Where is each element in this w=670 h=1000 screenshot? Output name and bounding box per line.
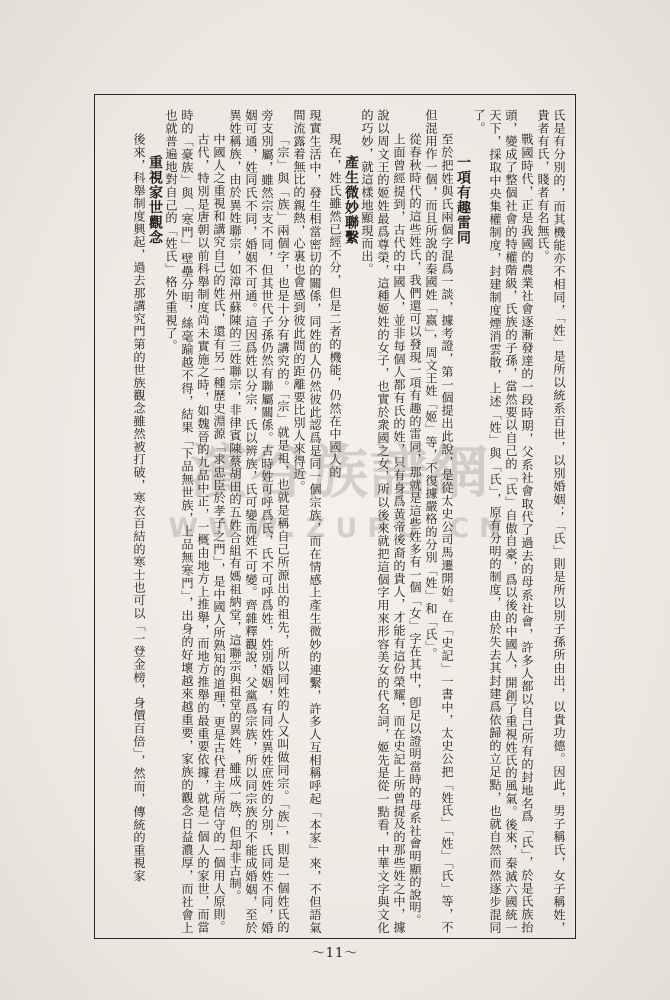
paragraph: 「宗」與「族」兩個字，也是十分有講究的。「宗」就是祖，也就是稱自己所源出的祖先，所以同姓的人又叫做同宗。「族」，則是一個姓氏的旁支別屬，雖然宗支不同，但其世代子孫仍然有聯屬關係。古時姓可呼爲氏，氏不可呼爲姓，姓別婚姻，有同姓異姓庶姓的分別，氏同姓不同，婚姻可通，姓同氏不同，婚姻不可通。這因爲姓以分宗，氏以辨族，氏可變而姓不可變。齊雜釋觀說，父黨爲宗族，所以同宗族的不能成婚姻，至於異姓稱族，由於異姓聯宗，如漳州蘇陳的三姓聯宗，非律賓陳蔡胡田的五姓合組有媽祖納堂，這聯宗與祖堂的異姓，雖成一族，但却非古制。	[228, 109, 290, 934]
paragraph: 上面曾經提到，古代的中國人，並非每個人都有氏的姓，只有身爲黃帝後裔的貴人，才能有這份榮耀，而在史記上所曾提及的那些姓之中，據說以周文王的姬姓最爲尊榮，這種姬姓的女子，也實於衆國之女，所以後來就把這個字用來形容美女的代名詞，姬先是從一點看，中華文字與文化的巧妙，就這樣地顯現而出。	[360, 109, 406, 934]
text-column-left	[97, 109, 323, 934]
paragraph: 現實生活中，發生相當密切的關係，同姓的人仍然彼此認爲是同一個宗族，而在情感上產生微妙的連繫，許多人互相稱呼起「本家」來，不但語氣間流露着無比的親熱，心裏也會感到彼此間的距離要比別人來得近。	[292, 109, 322, 934]
page-number: ～11～	[311, 946, 359, 961]
paragraph: 戰國時代，正是我國的農業社會逐漸發達的一段時期，父系社會取代了過去的母系社會，許多人都以自己所有的封地名爲「氏」，於是氏族抬頭，變成了整個社會的特權階級，氏族的子孫，當然要以自己的「氏」自傲自豪，爲以後的中國人，開創了重視姓氏的風氣。後來，秦滅六國統一天下，採取中央集權制度，封建制度煙消雲散，上述「姓」與「氏」，原有分明的制度，由於失去其封建爲依歸的立足點，也就自然而然逐步混同了。	[472, 109, 534, 934]
paragraph: 後來，科舉制度興起，過去那講究門第的世族觀念雖然被打破，寒衣百結的寒士也可以「一登金榜，身價百倍」，然而，傳統的重視家	[132, 133, 146, 883]
paragraph: 現在，姓氏雖然已經不分，但是二者的機能，仍然在中國人的	[328, 133, 342, 479]
watermark-url: WWW.ZUPU.CN	[168, 513, 512, 544]
paragraph: 中國人之重視和講究自己的姓氏，還有另一種歷史淵源「求忠臣於孝子之門」，是中國人所熟知的道理，更是古代君主所信守的一個用人原則。	[212, 133, 226, 934]
section-heading: 一項有趣雷同	[455, 155, 471, 245]
watermark-text: 濱谷族譜網	[189, 438, 490, 506]
paragraph: 古代，特別是唐朝以前科舉制度尚未實施之時，如魏晉的九品中正，一概由地方上推舉，而地方推舉的最重要依據，就是一個人的家世，而當時的「豪族」與「寒門」壁壘分明，絲毫踰越不得，結果「下品無世族，上品無寒門」，出身的好壞越來越重要，家族的觀念日益濃厚，而社會上也就普遍地對自己的「姓氏」格外重視了。	[164, 109, 210, 934]
paragraph: 從春秋時代的這些姓氏，我們還可以發現一項有趣的雷同，那就是這些姓多有一個「女」字在其中，卽足以證明當時的母系社會明顯的說明。	[408, 133, 422, 927]
paragraph: 氏是有分別的，而其機能亦不相同，「姓」是所以統系百世，以別婚姻；「氏」則是所以別子孫所由出，以貴功德。因此，男子稱氏，女子稱姓，貴者有氏，賤者有名無氏。	[536, 109, 566, 934]
section-heading: 重視家世觀念	[147, 155, 163, 245]
text-frame	[94, 94, 576, 939]
section-heading: 產生微妙聯繫	[343, 155, 359, 245]
paragraph: 至於把姓與氏兩個字混爲一談，據考證，第一個提出此說，是從太史公司馬遷開始。在「史記」一書中，太史公把「姓氏」「姓」「氏」等，不但混用作一個，而且所說的秦國姓「嬴」，周文王姓「姬」等，不復據嚴格的分別「姓」和「氏」。	[424, 109, 454, 934]
